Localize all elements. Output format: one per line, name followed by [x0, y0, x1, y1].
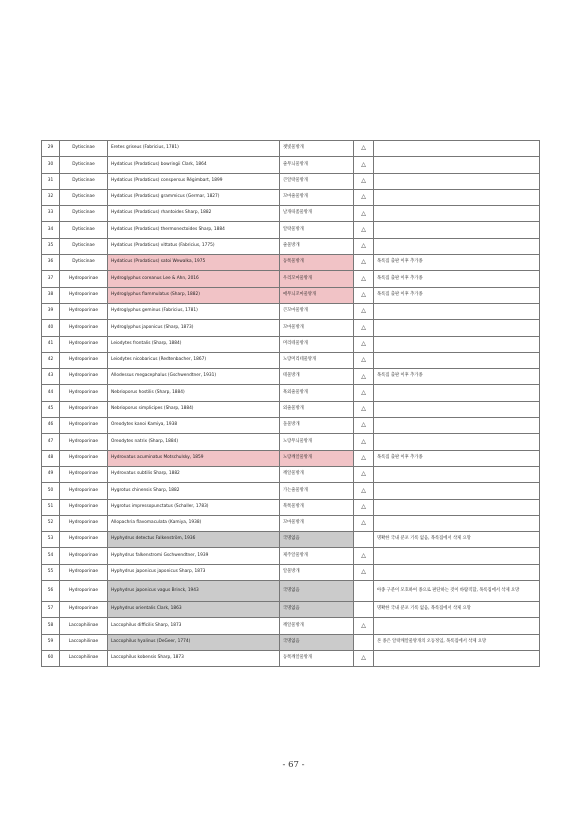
status-mark-cell: △: [354, 499, 374, 515]
table-row: [42, 602, 540, 618]
note-cell: 목록집 출판 이후 추가종: [374, 271, 540, 287]
subfamily-cell: Hydroporinae: [60, 532, 108, 548]
korean-name-cell: 테물방개: [280, 369, 354, 385]
table-row: [42, 499, 540, 515]
subfamily-cell: Dytiscinae: [60, 173, 108, 189]
row-number: 59: [42, 634, 60, 650]
status-mark-cell: △: [354, 618, 374, 634]
table-row: [42, 206, 540, 222]
subfamily-cell: Dytiscinae: [60, 206, 108, 222]
note-cell: 명확한 국내 분포 기록 없음, 목록집에서 삭제 요망: [374, 602, 540, 618]
subfamily-cell: Dytiscinae: [60, 238, 108, 254]
row-number: 53: [42, 532, 60, 548]
subfamily-cell: Hydroporinae: [60, 271, 108, 287]
note-cell: 목록집 출판 이후 추가종: [374, 369, 540, 385]
scientific-name-cell: Laccophilus difficilis Sharp, 1873: [108, 618, 280, 634]
status-mark-cell: △: [354, 548, 374, 564]
scientific-name-cell: Hyphydrus japonicus vagus Brinck, 1943: [108, 581, 280, 602]
korean-name-cell: 꼬마물방개: [280, 515, 354, 531]
subfamily-cell: Hydroporinae: [60, 483, 108, 499]
scientific-name-cell: Hyphydrus detectus Falkenström, 1936: [108, 532, 280, 548]
scientific-name-cell: Nebrioporus hostilis (Sharp, 1884): [108, 385, 280, 401]
note-cell: [374, 206, 540, 222]
status-mark-cell: △: [354, 173, 374, 189]
korean-name-cell: 노랑머리테물방개: [280, 352, 354, 368]
table-row: [42, 385, 540, 401]
row-number: 47: [42, 434, 60, 450]
status-mark-cell: △: [354, 206, 374, 222]
subfamily-cell: Hydroporinae: [60, 548, 108, 564]
subfamily-cell: Hydroporinae: [60, 450, 108, 466]
scientific-name-cell: Hydaticus (Prodaticus) satoi Wewalka, 1975: [108, 255, 280, 271]
row-number: 41: [42, 336, 60, 352]
subfamily-cell: Laccophilinae: [60, 650, 108, 666]
row-number: 35: [42, 238, 60, 254]
status-mark-cell: [354, 634, 374, 650]
row-number: 31: [42, 173, 60, 189]
status-mark-cell: △: [354, 401, 374, 417]
scientific-name-cell: Hyphydrus falkenstromi Gschwendtner, 1939: [108, 548, 280, 564]
note-cell: 본 종은 알락깨알물방개의 오동정임, 목록집에서 삭제 요망: [374, 634, 540, 650]
scientific-name-cell: Hydroglyphus coreanus Lee & Ahn, 2016: [108, 271, 280, 287]
korean-name-cell: 큰알락물방개: [280, 173, 354, 189]
subfamily-cell: Hydroporinae: [60, 287, 108, 303]
korean-name-cell: 제주알물방개: [280, 548, 354, 564]
row-number: 49: [42, 466, 60, 482]
row-number: 56: [42, 581, 60, 602]
table-row: [42, 618, 540, 634]
subfamily-cell: Hydroporinae: [60, 434, 108, 450]
table-row: [42, 157, 540, 173]
korean-name-cell: 줄물방개: [280, 238, 354, 254]
note-cell: [374, 401, 540, 417]
scientific-name-cell: Hydroglyphus geminus (Fabricius, 1781): [108, 303, 280, 319]
subfamily-cell: Hydroporinae: [60, 320, 108, 336]
subfamily-cell: Dytiscinae: [60, 222, 108, 238]
row-number: 39: [42, 303, 60, 319]
note-cell: [374, 499, 540, 515]
table-row: [42, 483, 540, 499]
scientific-name-cell: Nebrioporus simplicipes (Sharp, 1884): [108, 401, 280, 417]
scientific-name-cell: Hydroglyphus flammulatus (Sharp, 1882): [108, 287, 280, 303]
table-row: [42, 532, 540, 548]
note-cell: 목록집 출판 이후 추가종: [374, 450, 540, 466]
table-row: [42, 434, 540, 450]
korean-name-cell: 국명없음: [280, 581, 354, 602]
korean-name-cell: 노랑깨알물방개: [280, 450, 354, 466]
subfamily-cell: Dytiscinae: [60, 157, 108, 173]
subfamily-cell: Hydroporinae: [60, 418, 108, 434]
korean-name-cell: 돌물방개: [280, 418, 354, 434]
table-row: [42, 287, 540, 303]
note-cell: 명확한 국내 분포 기록 없음, 목록집에서 삭제 요망: [374, 532, 540, 548]
table-row: [42, 173, 540, 189]
row-number: 52: [42, 515, 60, 531]
note-cell: [374, 173, 540, 189]
row-number: 45: [42, 401, 60, 417]
note-cell: [374, 564, 540, 580]
subfamily-cell: Laccophilinae: [60, 618, 108, 634]
row-number: 37: [42, 271, 60, 287]
subfamily-cell: Hydroporinae: [60, 336, 108, 352]
scientific-name-cell: Hydroglyphus japonicus (Sharp, 1873): [108, 320, 280, 336]
status-mark-cell: △: [354, 483, 374, 499]
scientific-name-cell: Hydaticus (Prodaticus) thermonectoides Sharp, 1884: [108, 222, 280, 238]
note-cell: [374, 418, 540, 434]
table-row: [42, 466, 540, 482]
status-mark-cell: △: [354, 336, 374, 352]
note-cell: 목록집 출판 이후 추가종: [374, 255, 540, 271]
subfamily-cell: Hydroporinae: [60, 581, 108, 602]
subfamily-cell: Dytiscinae: [60, 141, 108, 157]
status-mark-cell: △: [354, 157, 374, 173]
korean-name-cell: 큰꼬마물방개: [280, 303, 354, 319]
status-mark-cell: △: [354, 650, 374, 666]
row-number: 55: [42, 564, 60, 580]
note-cell: [374, 189, 540, 205]
species-table: [41, 140, 540, 667]
note-cell: [374, 303, 540, 319]
table-row: [42, 303, 540, 319]
note-cell: [374, 238, 540, 254]
korean-name-cell: 꼬마물방개: [280, 320, 354, 336]
status-mark-cell: △: [354, 238, 374, 254]
row-number: 51: [42, 499, 60, 515]
korean-name-cell: 애무늬꼬마물방개: [280, 287, 354, 303]
status-mark-cell: △: [354, 320, 374, 336]
scientific-name-cell: Hydrovatus acuminatus Motschulsky, 1859: [108, 450, 280, 466]
scientific-name-cell: Hygrotus impressopunctatus (Schaller, 1783): [108, 499, 280, 515]
status-mark-cell: △: [354, 287, 374, 303]
status-mark-cell: △: [354, 352, 374, 368]
status-mark-cell: △: [354, 434, 374, 450]
korean-name-cell: 깨알물방개: [280, 466, 354, 482]
row-number: 42: [42, 352, 60, 368]
note-cell: 아종 구분이 모호하여 종으로 판단하는 것이 바람직함, 목록집에서 삭제 요망: [374, 581, 540, 602]
note-cell: [374, 548, 540, 564]
scientific-name-cell: Leiodytes frontalis (Sharp, 1884): [108, 336, 280, 352]
table-row: [42, 650, 540, 666]
korean-name-cell: 노랑무늬물방개: [280, 434, 354, 450]
row-number: 36: [42, 255, 60, 271]
subfamily-cell: Hydroporinae: [60, 352, 108, 368]
status-mark-cell: △: [354, 303, 374, 319]
korean-name-cell: 외줄물방개: [280, 401, 354, 417]
korean-name-cell: 동쪽물방개: [280, 255, 354, 271]
scientific-name-cell: Hydaticus (Prodaticus) bowringii Clark, 1864: [108, 157, 280, 173]
korean-name-cell: 국명없음: [280, 532, 354, 548]
korean-name-cell: 우리꼬마물방개: [280, 271, 354, 287]
korean-name-cell: 잿빛물방개: [280, 141, 354, 157]
status-mark-cell: △: [354, 466, 374, 482]
scientific-name-cell: Laccophilus kobensis Sharp, 1873: [108, 650, 280, 666]
note-cell: [374, 650, 540, 666]
table-row: [42, 450, 540, 466]
table-row: [42, 564, 540, 580]
korean-name-cell: 흑외줄물방개: [280, 385, 354, 401]
korean-name-cell: 알물방개: [280, 564, 354, 580]
row-number: 40: [42, 320, 60, 336]
subfamily-cell: Hydroporinae: [60, 369, 108, 385]
table-row: [42, 634, 540, 650]
note-cell: [374, 336, 540, 352]
status-mark-cell: △: [354, 141, 374, 157]
table-row: [42, 189, 540, 205]
row-number: 38: [42, 287, 60, 303]
status-mark-cell: △: [354, 564, 374, 580]
scientific-name-cell: Laccophilus hyalinus (DeGeer, 1774): [108, 634, 280, 650]
table-row: [42, 255, 540, 271]
table-row: [42, 352, 540, 368]
table-row: [42, 581, 540, 602]
row-number: 44: [42, 385, 60, 401]
row-number: 29: [42, 141, 60, 157]
table-row: [42, 401, 540, 417]
status-mark-cell: △: [354, 418, 374, 434]
status-mark-cell: △: [354, 385, 374, 401]
species-table-body: [42, 141, 540, 667]
scientific-name-cell: Allodessus megacephalus (Gschwendtner, 1931): [108, 369, 280, 385]
row-number: 43: [42, 369, 60, 385]
table-row: [42, 141, 540, 157]
korean-name-cell: 국명없음: [280, 602, 354, 618]
note-cell: [374, 157, 540, 173]
note-cell: [374, 222, 540, 238]
subfamily-cell: Hydroporinae: [60, 499, 108, 515]
page-number: - 67 -: [282, 760, 305, 770]
scientific-name-cell: Oreodytes natrix (Sharp, 1884): [108, 434, 280, 450]
table-row: [42, 336, 540, 352]
status-mark-cell: △: [354, 450, 374, 466]
note-cell: 목록집 출판 이후 추가종: [374, 287, 540, 303]
subfamily-cell: Hydroporinae: [60, 515, 108, 531]
note-cell: [374, 385, 540, 401]
scientific-name-cell: Hydrovatus subtilis Sharp, 1882: [108, 466, 280, 482]
korean-name-cell: 깨알물방개: [280, 618, 354, 634]
scientific-name-cell: Leiodytes nicobaricus (Redtenbacher, 1867): [108, 352, 280, 368]
subfamily-cell: Hydroporinae: [60, 602, 108, 618]
note-cell: [374, 515, 540, 531]
scientific-name-cell: Allopachria flavomaculata (Kamiya, 1938): [108, 515, 280, 531]
status-mark-cell: [354, 532, 374, 548]
table-row: [42, 515, 540, 531]
subfamily-cell: Hydroporinae: [60, 303, 108, 319]
row-number: 32: [42, 189, 60, 205]
korean-name-cell: 북쪽물방개: [280, 499, 354, 515]
scientific-name-cell: Hygrotus chinensis Sharp, 1882: [108, 483, 280, 499]
row-number: 54: [42, 548, 60, 564]
note-cell: [374, 483, 540, 499]
subfamily-cell: Laccophilinae: [60, 634, 108, 650]
table-row: [42, 418, 540, 434]
table-row: [42, 548, 540, 564]
row-number: 60: [42, 650, 60, 666]
korean-name-cell: 줄무늬물방개: [280, 157, 354, 173]
scientific-name-cell: Hyphydrus orientalis Clark, 1863: [108, 602, 280, 618]
row-number: 34: [42, 222, 60, 238]
subfamily-cell: Dytiscinae: [60, 189, 108, 205]
scientific-name-cell: Hydaticus (Prodaticus) conspersus Régimbart, 1899: [108, 173, 280, 189]
scientific-name-cell: Eretes griseus (Fabricius, 1781): [108, 141, 280, 157]
row-number: 46: [42, 418, 60, 434]
status-mark-cell: △: [354, 189, 374, 205]
table-row: [42, 238, 540, 254]
status-mark-cell: △: [354, 222, 374, 238]
subfamily-cell: Dytiscinae: [60, 255, 108, 271]
status-mark-cell: △: [354, 515, 374, 531]
note-cell: [374, 141, 540, 157]
row-number: 48: [42, 450, 60, 466]
korean-name-cell: 동쪽깨알물방개: [280, 650, 354, 666]
korean-name-cell: 알락물방개: [280, 222, 354, 238]
status-mark-cell: [354, 602, 374, 618]
note-cell: [374, 434, 540, 450]
row-number: 33: [42, 206, 60, 222]
row-number: 58: [42, 618, 60, 634]
korean-name-cell: 날개띠좀물방개: [280, 206, 354, 222]
korean-name-cell: 가는줄물방개: [280, 483, 354, 499]
scientific-name-cell: Oreodytes kanoi Kamiya, 1938: [108, 418, 280, 434]
table-row: [42, 320, 540, 336]
note-cell: [374, 466, 540, 482]
status-mark-cell: [354, 581, 374, 602]
status-mark-cell: △: [354, 369, 374, 385]
subfamily-cell: Hydroporinae: [60, 564, 108, 580]
row-number: 57: [42, 602, 60, 618]
korean-name-cell: 꼬마줄물방개: [280, 189, 354, 205]
scientific-name-cell: Hydaticus (Prodaticus) vittatus (Fabricius, 1775): [108, 238, 280, 254]
status-mark-cell: △: [354, 255, 374, 271]
row-number: 50: [42, 483, 60, 499]
note-cell: [374, 320, 540, 336]
table-row: [42, 222, 540, 238]
subfamily-cell: Hydroporinae: [60, 466, 108, 482]
scientific-name-cell: Hydaticus (Prodaticus) rhantoides Sharp, 1882: [108, 206, 280, 222]
scientific-name-cell: Hydaticus (Prodaticus) grammicus (Germar, 1827): [108, 189, 280, 205]
scientific-name-cell: Hyphydrus japonicus japonicus Sharp, 1873: [108, 564, 280, 580]
status-mark-cell: △: [354, 271, 374, 287]
korean-name-cell: 국명없음: [280, 634, 354, 650]
subfamily-cell: Hydroporinae: [60, 385, 108, 401]
table-row: [42, 271, 540, 287]
subfamily-cell: Hydroporinae: [60, 401, 108, 417]
note-cell: [374, 618, 540, 634]
korean-name-cell: 머리테물방개: [280, 336, 354, 352]
table-row: [42, 369, 540, 385]
row-number: 30: [42, 157, 60, 173]
note-cell: [374, 352, 540, 368]
